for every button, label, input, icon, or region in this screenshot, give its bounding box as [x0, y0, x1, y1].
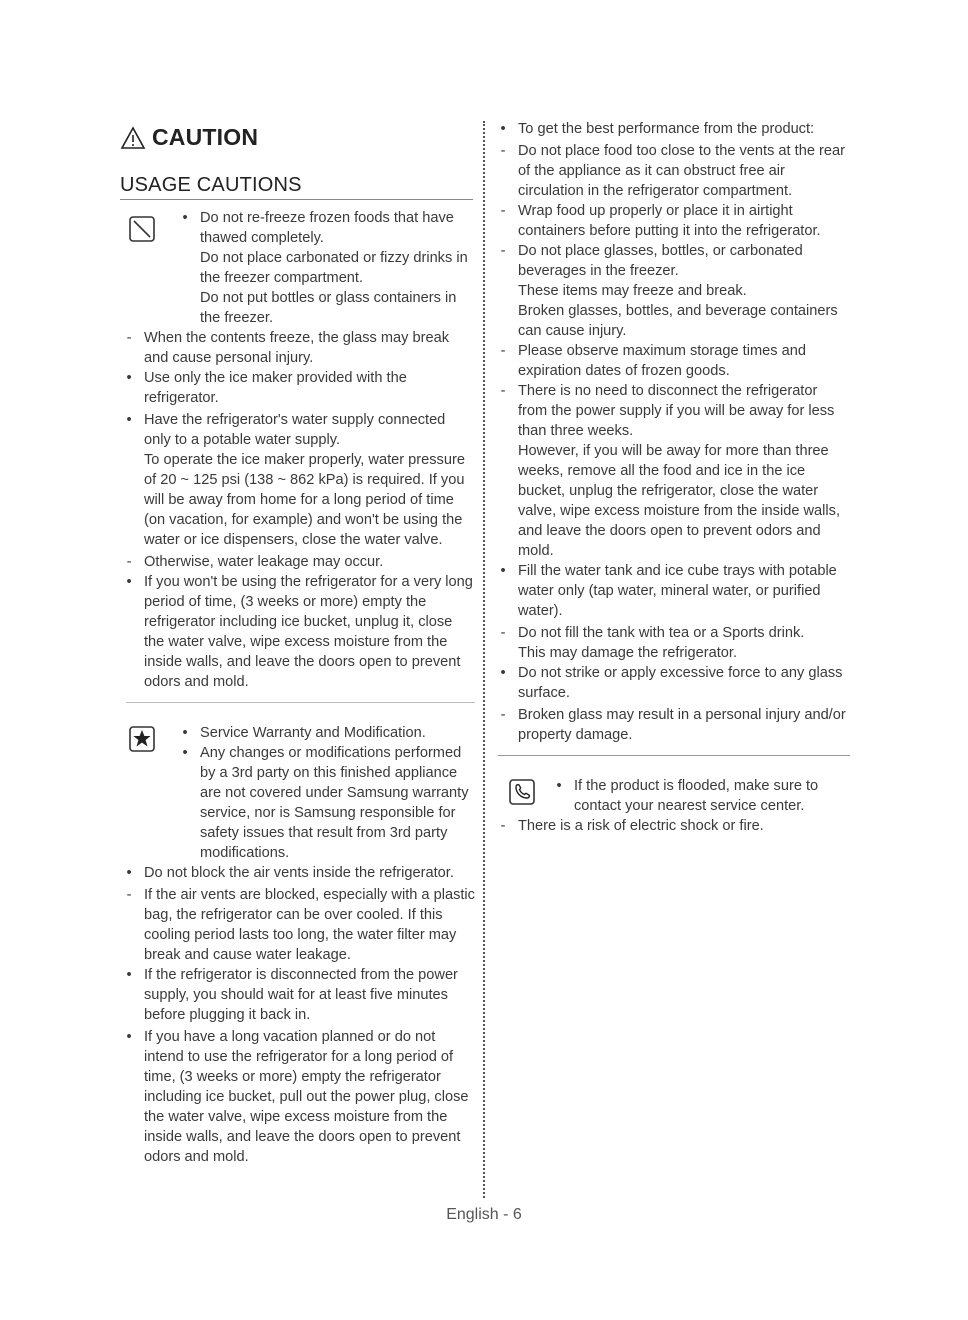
bullet-icon: •: [500, 563, 506, 579]
bullet-icon: •: [126, 412, 132, 428]
section-title: USAGE CAUTIONS: [120, 174, 473, 200]
list-item: - Wrap food up properly or place it in airtight containers before putting it into the refrigerator.: [494, 201, 850, 241]
bullet-icon: •: [126, 967, 132, 983]
bullet-icon: •: [182, 745, 188, 761]
no-symbol-icon: [128, 215, 156, 243]
dash-icon: -: [126, 887, 132, 903]
caution-heading: [120, 124, 258, 151]
list-item: • Use only the ice maker provided with the refrigerator.: [120, 368, 475, 408]
list-item: • Do not re-freeze frozen foods that have thawed completely. Do not place carbonated or fizzy drinks in the freezer compartment. Do not put bottles or glass containers in the freezer.: [176, 208, 475, 328]
list-item: - Otherwise, water leakage may occur.: [120, 552, 475, 572]
list-item: • Service Warranty and Modification.: [176, 723, 475, 743]
star-note-icon: [128, 725, 156, 753]
separator: [126, 702, 475, 703]
bullet-icon: •: [500, 121, 506, 137]
list-item: - Please observe maximum storage times and expiration dates of frozen goods.: [494, 341, 850, 381]
dash-icon: -: [500, 707, 506, 723]
dash-icon: -: [500, 625, 506, 641]
list-item: • Have the refrigerator's water supply connected only to a potable water supply. To operate the ice maker properly, water pressure of 20 ~ 125 psi (138 ~ 862 kPa) is required. If you will be away from home for a long period of time (on vacation, for example) and won't be using the water or ice dispensers, close the water valve.: [120, 410, 475, 550]
list-item: • Any changes or modifications performed by a 3rd party on this finished appliance are not covered under Samsung warranty service, nor is Samsung responsible for safety issues that result from 3rd party modifications.: [176, 743, 475, 863]
list-item: • If the refrigerator is disconnected from the power supply, you should wait for at least five minutes before plugging it back in.: [120, 965, 475, 1025]
list-item: • Do not block the air vents inside the refrigerator.: [120, 863, 475, 883]
warning-triangle-icon: [120, 126, 146, 150]
note-group: [120, 723, 475, 863]
bullet-icon: •: [126, 865, 132, 881]
column-divider: [483, 121, 485, 1198]
list-item: • To get the best performance from the product:: [494, 119, 850, 139]
dash-icon: -: [500, 243, 506, 259]
service-group: [494, 776, 850, 816]
bullet-icon: •: [500, 665, 506, 681]
phone-icon: [508, 778, 536, 806]
list-item: • If you won't be using the refrigerator for a very long period of time, (3 weeks or more) empty the refrigerator including ice bucket, unplug it, close the water valve, wipe excess moisture from the inside walls, and leave the doors open to prevent odors and mold.: [120, 572, 475, 692]
bullet-icon: •: [126, 370, 132, 386]
list-item: - Do not place glasses, bottles, or carbonated beverages in the freezer. These items may freeze and break. Broken glasses, bottles, and beverage containers can cause injury.: [494, 241, 850, 341]
list-item: - When the contents freeze, the glass may break and cause personal injury.: [120, 328, 475, 368]
list-item: - Do not fill the tank with tea or a Sports drink. This may damage the refrigerator.: [494, 623, 850, 663]
bullet-icon: •: [126, 574, 132, 590]
dash-icon: -: [500, 818, 506, 834]
list-item: • Do not strike or apply excessive force to any glass surface.: [494, 663, 850, 703]
left-column: [120, 208, 475, 1167]
dash-icon: -: [500, 143, 506, 159]
dash-icon: -: [500, 343, 506, 359]
no-symbol-group: [120, 208, 475, 328]
right-column: [494, 119, 850, 836]
list-item: - There is a risk of electric shock or fire.: [494, 816, 850, 836]
bullet-icon: •: [182, 210, 188, 226]
list-item: • If the product is flooded, make sure to contact your nearest service center.: [550, 776, 850, 816]
list-item: • If you have a long vacation planned or do not intend to use the refrigerator for a long period of time, (3 weeks or more) empty the refrigerator including ice bucket, pull out the power plug, close the water valve, wipe excess moisture from the inside walls, and leave the doors open to prevent odors and mold.: [120, 1027, 475, 1167]
list-item: - If the air vents are blocked, especially with a plastic bag, the refrigerator can be over cooled. If this cooling period lasts too long, the water filter may break and cause water leakage.: [120, 885, 475, 965]
separator: [498, 755, 850, 756]
dash-icon: -: [126, 330, 132, 346]
dash-icon: -: [500, 383, 506, 399]
list-item: • Fill the water tank and ice cube trays with potable water only (tap water, mineral water, or purified water).: [494, 561, 850, 621]
bullet-icon: •: [556, 778, 562, 794]
list-item: - Do not place food too close to the vents at the rear of the appliance as it can obstruct free air circulation in the refrigerator compartment.: [494, 141, 850, 201]
list-item: - Broken glass may result in a personal injury and/or property damage.: [494, 705, 850, 745]
caution-label: CAUTION: [152, 124, 259, 150]
page-number: English - 6: [446, 1206, 522, 1223]
dash-icon: -: [500, 203, 506, 219]
list-item: - There is no need to disconnect the refrigerator from the power supply if you will be away for less than three weeks. However, if you will be away for more than three weeks, remove all the food and ice in the ice bucket, unplug the refrigerator, close the water valve, wipe excess moisture from the inside walls, and leave the doors open to prevent odors and mold.: [494, 381, 850, 561]
bullet-icon: •: [126, 1029, 132, 1045]
dash-icon: -: [126, 554, 132, 570]
bullet-icon: •: [182, 725, 188, 741]
